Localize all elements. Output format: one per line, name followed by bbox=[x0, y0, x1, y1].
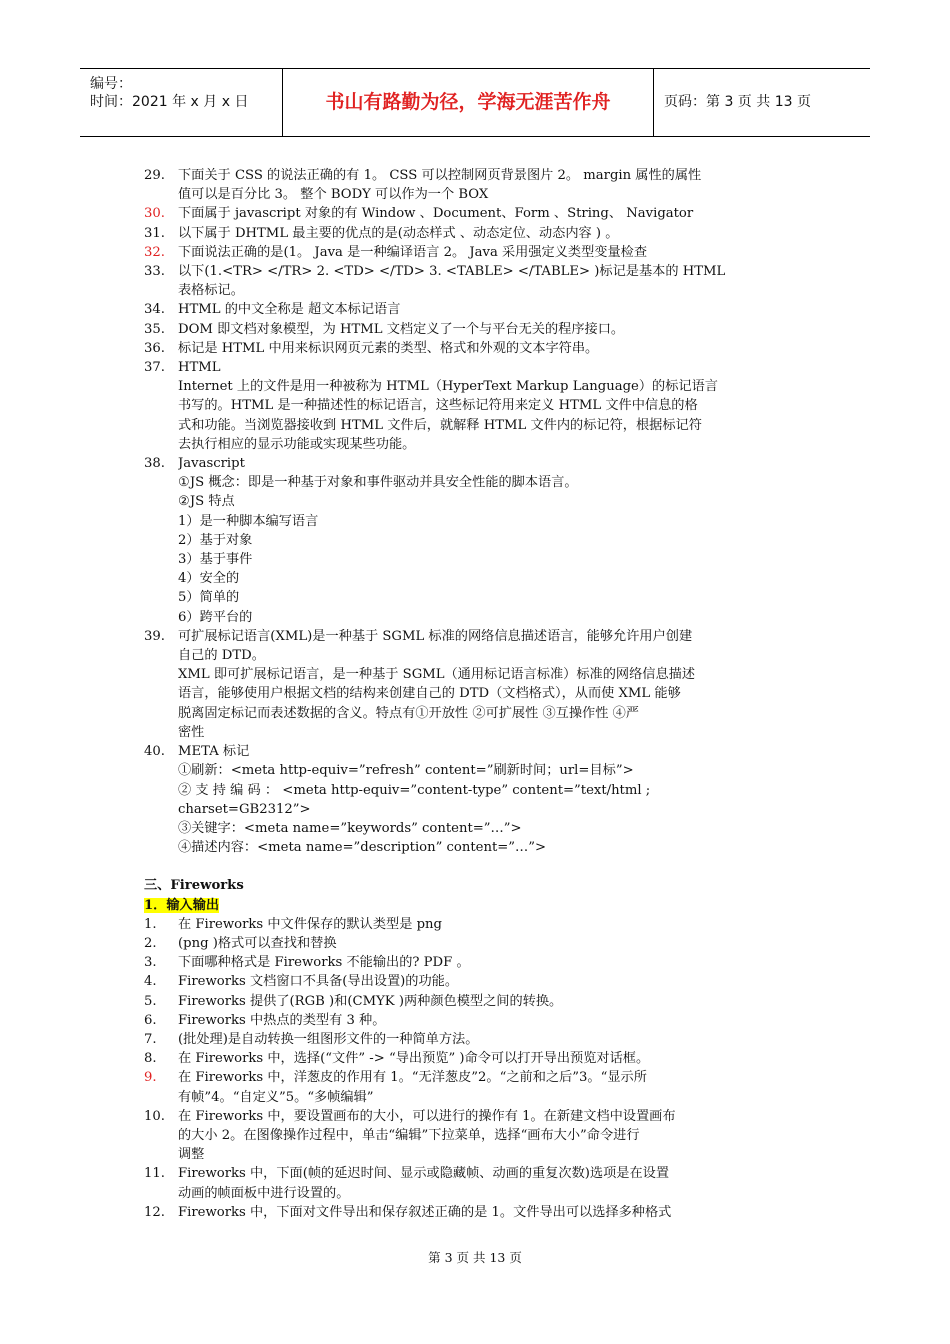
header-meta bbox=[80, 69, 283, 136]
item-number: 4. bbox=[144, 974, 157, 990]
item-number: 10. bbox=[144, 1108, 165, 1124]
item-text-line: 书写的。HTML 是一种描述性的标记语言，这些标记符用来定义 HTML 文件中信息的格 bbox=[178, 398, 698, 414]
item-text-line: DOM 即文档对象模型，为 HTML 文档定义了一个与平台无关的程序接口。 bbox=[178, 321, 625, 337]
item-text-line: HTML 的中文全称是 超文本标记语言 bbox=[178, 302, 401, 318]
list-item bbox=[144, 358, 809, 454]
item-number: 9. bbox=[144, 1070, 157, 1086]
list-item bbox=[144, 915, 809, 934]
item-text-line: ④描述内容：<meta name=”description” content=”…”> bbox=[178, 840, 547, 856]
item-text-line: ①JS 概念：即是一种基于对象和事件驱动并具安全性能的脚本语言。 bbox=[178, 475, 578, 491]
question-list-html bbox=[144, 166, 809, 857]
item-text-line: 在 Fireworks 中，选择(“文件” -> “导出预览” )命令可以打开导出预览对话框。 bbox=[178, 1051, 650, 1067]
item-text-line: 在 Fireworks 中，洋葱皮的作用有 1。“无洋葱皮”2。“之前和之后”3。“显示所 bbox=[178, 1070, 647, 1086]
item-number: 40. bbox=[144, 744, 165, 760]
item-text-line: Fireworks 中，下面(帧的延迟时间、显示或隐藏帧、动画的重复次数)选项是在设置 bbox=[178, 1166, 670, 1182]
item-number: 30. bbox=[144, 206, 165, 222]
item-number: 3. bbox=[144, 955, 157, 971]
question-list-fireworks bbox=[144, 915, 809, 1222]
item-text-line: 以下(1.<TR> </TR> 2. <TD> </TD> 3. <TABLE> </TABLE> )标记是基本的 HTML bbox=[178, 264, 726, 280]
item-text-line: 表格标记。 bbox=[178, 283, 244, 299]
item-text-line: 动画的帧面板中进行设置的。 bbox=[178, 1185, 350, 1201]
item-number: 11. bbox=[144, 1166, 165, 1182]
item-text-line: 式和功能。当浏览器接收到 HTML 文件后，就解释 HTML 文件内的标记符，根据标记符 bbox=[178, 417, 702, 433]
list-item bbox=[144, 1011, 809, 1030]
item-text-line: Fireworks 中，下面对文件导出和保存叙述正确的是 1。文件导出可以选择多种格式 bbox=[178, 1204, 672, 1220]
item-text-line: 调整 bbox=[178, 1147, 205, 1163]
item-number: 35. bbox=[144, 321, 165, 337]
item-text-line: 自己的 DTD。 bbox=[178, 648, 265, 664]
list-item bbox=[144, 262, 809, 300]
item-text-line: 有帧”4。“自定义”5。“多帧编辑” bbox=[178, 1089, 374, 1105]
item-text-line: Internet 上的文件是用一种被称为 HTML（HyperText Markup Language）的标记语言 bbox=[178, 379, 718, 395]
section-title: 三、Fireworks bbox=[144, 878, 244, 894]
item-text-line: HTML bbox=[178, 360, 221, 376]
item-text-line: 在 Fireworks 中文件保存的默认类型是 png bbox=[178, 916, 442, 932]
header-motto: 书山有路勤为径，学海无涯苦作舟 bbox=[283, 69, 654, 136]
item-text-line: 值可以是百分比 3。 整个 BODY 可以作为一个 BOX bbox=[178, 187, 489, 203]
list-item bbox=[144, 166, 809, 204]
page-footer: 第 3 页 共 13 页 bbox=[428, 1250, 522, 1265]
item-text-line: 4）安全的 bbox=[178, 571, 240, 587]
item-number: 34. bbox=[144, 302, 165, 318]
item-text-line: ①刷新：<meta http-equiv=”refresh” content=”刷新时间；url=目标”> bbox=[178, 763, 634, 779]
doc-date: 时间：2021 年 x 月 x 日 bbox=[90, 94, 249, 110]
header-page-info: 页码：第 3 页 共 13 页 bbox=[664, 94, 811, 110]
list-item bbox=[144, 243, 809, 262]
list-item bbox=[144, 1107, 809, 1165]
item-number: 29. bbox=[144, 168, 165, 183]
list-item bbox=[144, 934, 809, 953]
item-text-line: 去执行相应的显示功能或实现某些功能。 bbox=[178, 436, 416, 452]
item-number: 5. bbox=[144, 993, 157, 1009]
list-item bbox=[144, 1068, 809, 1106]
list-item bbox=[144, 627, 809, 742]
item-text-line: 在 Fireworks 中，要设置画布的大小，可以进行的操作有 1。在新建文档中设置画布 bbox=[178, 1108, 676, 1124]
item-number: 12. bbox=[144, 1204, 165, 1220]
item-text-line: 密性 bbox=[178, 724, 205, 740]
item-number: 8. bbox=[144, 1051, 157, 1067]
item-text-line: 的大小 2。在图像操作过程中，单击“编辑”下拉菜单，选择“画布大小”命令进行 bbox=[178, 1127, 640, 1143]
item-number: 37. bbox=[144, 360, 165, 376]
item-text-line: 6）跨平台的 bbox=[178, 609, 253, 625]
list-item bbox=[144, 1203, 809, 1222]
list-item bbox=[144, 339, 809, 358]
item-number: 38. bbox=[144, 456, 165, 472]
list-item bbox=[144, 972, 809, 991]
list-item bbox=[144, 204, 809, 223]
item-text-line: 下面关于 CSS 的说法正确的有 1。 CSS 可以控制网页背景图片 2。 margin 属性的属性 bbox=[178, 168, 702, 183]
item-number: 1. bbox=[144, 916, 157, 932]
item-text-line: (png )格式可以查找和替换 bbox=[178, 935, 337, 951]
item-text-line: 3）基于事件 bbox=[178, 552, 253, 568]
list-item bbox=[144, 320, 809, 339]
document-body bbox=[144, 166, 809, 1222]
item-text-line: (批处理)是自动转换一组图形文件的一种简单方法。 bbox=[178, 1031, 479, 1047]
page-header bbox=[80, 68, 870, 137]
list-item bbox=[144, 1164, 809, 1202]
item-text-line: 5）简单的 bbox=[178, 590, 240, 606]
item-number: 33. bbox=[144, 264, 165, 280]
list-item bbox=[144, 224, 809, 243]
item-text-line: ②JS 特点 bbox=[178, 494, 235, 510]
item-number: 36. bbox=[144, 340, 165, 356]
item-text-line: 1）是一种脚本编写语言 bbox=[178, 513, 319, 529]
item-number: 39. bbox=[144, 628, 165, 644]
item-text-line: 下面哪种格式是 Fireworks 不能输出的? PDF 。 bbox=[178, 955, 470, 971]
item-text-line: 以下属于 DHTML 最主要的优点的是(动态样式 、动态定位、动态内容 ) 。 bbox=[178, 225, 619, 241]
item-text-line: ③关键字：<meta name=”keywords” content=”…”> bbox=[178, 820, 522, 836]
list-item bbox=[144, 742, 809, 857]
item-number: 32. bbox=[144, 244, 165, 260]
list-item bbox=[144, 1049, 809, 1068]
list-item bbox=[144, 454, 809, 627]
item-text-line: XML 即可扩展标记语言，是一种基于 SGML（通用标记语言标准）标准的网络信息描述 bbox=[178, 667, 696, 683]
item-text-line: Javascript bbox=[178, 456, 245, 472]
doc-number: 编号： bbox=[90, 76, 132, 92]
item-text-line: Fireworks 文档窗口不具备(导出设置)的功能。 bbox=[178, 974, 459, 990]
item-number: 31. bbox=[144, 225, 165, 241]
list-item bbox=[144, 300, 809, 319]
item-text-line: charset=GB2312”> bbox=[178, 801, 311, 817]
item-text-line: 语言，能够使用户根据文档的结构来创建自己的 DTD（文档格式），从而使 XML 能够 bbox=[178, 686, 681, 702]
item-number: 6. bbox=[144, 1012, 157, 1028]
list-item bbox=[144, 1030, 809, 1049]
item-text-line: ② 支 持 编 码 ： <meta http-equiv=”content-type” content=”text/html ; bbox=[178, 782, 651, 798]
item-text-line: 可扩展标记语言(XML)是一种基于 SGML 标准的网络信息描述语言，能够允许用户创建 bbox=[178, 628, 693, 644]
item-text-line: 标记是 HTML 中用来标识网页元素的类型、格式和外观的文本字符串。 bbox=[178, 340, 599, 356]
item-text-line: 下面属于 javascript 对象的有 Window 、Document、Form 、String、 Navigator bbox=[178, 206, 694, 222]
subsection-title: 1．输入输出 bbox=[144, 897, 220, 913]
item-text-line: 脱离固定标记而表述数据的含义。特点有①开放性 ②可扩展性 ③互操作性 ④严 bbox=[178, 705, 639, 721]
list-item bbox=[144, 992, 809, 1011]
item-text-line: Fireworks 提供了(RGB )和(CMYK )两种颜色模型之间的转换。 bbox=[178, 993, 563, 1009]
item-text-line: Fireworks 中热点的类型有 3 种。 bbox=[178, 1012, 386, 1028]
item-number: 7. bbox=[144, 1031, 157, 1047]
item-number: 2. bbox=[144, 935, 157, 951]
item-text-line: META 标记 bbox=[178, 744, 250, 760]
item-text-line: 下面说法正确的是(1。 Java 是一种编译语言 2。 Java 采用强定义类型变量检查 bbox=[178, 244, 648, 260]
list-item bbox=[144, 953, 809, 972]
item-text-line: 2）基于对象 bbox=[178, 532, 253, 548]
